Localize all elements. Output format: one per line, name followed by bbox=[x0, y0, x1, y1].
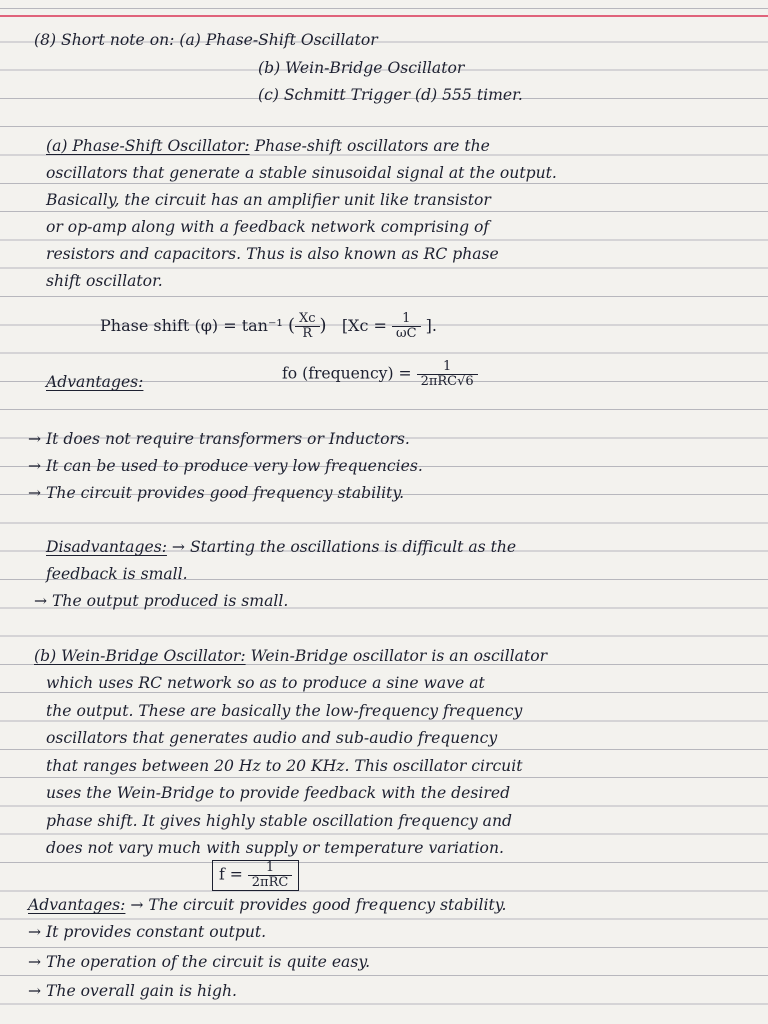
xc-formula-close: ]. bbox=[425, 316, 437, 335]
f-formula-den: 2πRC bbox=[251, 875, 289, 890]
wein-bridge-advantage-2: → It provides constant output. bbox=[28, 923, 267, 941]
phase-shift-heading: (a) Phase-Shift Oscillator: bbox=[46, 137, 250, 155]
xc-formula-den: ωC bbox=[396, 326, 417, 341]
wein-advantages-first-line bbox=[28, 895, 506, 915]
xc-formula-num: 1 bbox=[392, 312, 421, 327]
phase-formula-num: Xc bbox=[295, 312, 320, 327]
wein-bridge-text-line-1: Wein-Bridge oscillator is an oscillator bbox=[250, 647, 548, 665]
phase-shift-text-line-5: resistors and capacitors. Thus is also known as RC phase bbox=[46, 245, 499, 263]
wein-bridge-text-line-2: which uses RC network so as to produce a sine wave at bbox=[46, 674, 485, 692]
phase-shift-disadvantage-1: → Starting the oscillations is difficult as the bbox=[171, 538, 517, 556]
fo-formula-fraction bbox=[417, 360, 478, 389]
phase-shift-advantage-2: → It can be used to produce very low frequencies. bbox=[28, 457, 423, 475]
wein-bridge-advantage-3: → The operation of the circuit is quite easy. bbox=[28, 953, 371, 971]
phase-formula-fraction bbox=[295, 312, 320, 341]
phase-formula-den: R bbox=[302, 326, 313, 341]
phase-shift-text-line-2: oscillators that generate a stable sinusoidal signal at the output. bbox=[46, 164, 557, 182]
phase-shift-disadvantages-heading: Disadvantages: bbox=[46, 538, 167, 556]
phase-shift-first-line bbox=[46, 136, 490, 156]
phase-shift-text-line-3: Basically, the circuit has an amplifier unit like transistor bbox=[46, 191, 491, 209]
f-formula-label: f = bbox=[219, 865, 243, 884]
wein-bridge-advantage-4: → The overall gain is high. bbox=[28, 982, 237, 1000]
f-formula-num: 1 bbox=[248, 861, 293, 876]
wein-bridge-first-line bbox=[34, 646, 547, 666]
wein-bridge-text-line-6: uses the Wein-Bridge to provide feedback with the desired bbox=[46, 784, 511, 802]
phase-shift-disadvantage-2: → The output produced is small. bbox=[34, 592, 289, 610]
margin-line bbox=[0, 15, 768, 17]
question-line-1: (8) Short note on: (a) Phase-Shift Oscillator bbox=[34, 31, 378, 49]
xc-formula-fraction bbox=[392, 312, 421, 341]
phase-shift-advantage-1: → It does not require transformers or Inductors. bbox=[28, 430, 410, 448]
wein-bridge-text-line-8: does not vary much with supply or temperature variation. bbox=[46, 839, 504, 857]
phase-shift-text-line-6: shift oscillator. bbox=[46, 272, 163, 290]
phase-shift-disadvantage-1-cont: feedback is small. bbox=[46, 565, 188, 583]
phase-formula-label: Phase shift (φ) = tan⁻¹ bbox=[100, 316, 283, 335]
wein-bridge-formula-box bbox=[212, 860, 299, 891]
fo-formula-label: fo (frequency) = bbox=[282, 364, 412, 383]
wein-bridge-heading: (b) Wein-Bridge Oscillator: bbox=[34, 647, 246, 665]
fo-formula-num: 1 bbox=[417, 360, 478, 375]
phase-shift-text-line-4: or op-amp along with a feedback network comprising of bbox=[46, 218, 490, 236]
wein-bridge-text-line-5: that ranges between 20 Hz to 20 KHz. This oscillator circuit bbox=[46, 757, 523, 775]
phase-shift-advantage-3: → The circuit provides good frequency stability. bbox=[28, 484, 405, 502]
disadvantages-first-line bbox=[46, 537, 516, 557]
question-line-3: (c) Schmitt Trigger (d) 555 timer. bbox=[258, 86, 523, 104]
wein-bridge-text-line-3: the output. These are basically the low-frequency frequency bbox=[46, 702, 523, 720]
xc-formula-label: [Xc = bbox=[341, 316, 387, 335]
fo-formula bbox=[282, 360, 478, 389]
fo-formula-den: 2πRC√6 bbox=[420, 374, 474, 389]
wein-bridge-advantages-heading: Advantages: bbox=[28, 896, 126, 914]
wein-bridge-text-line-4: oscillators that generates audio and sub-audio frequency bbox=[46, 729, 498, 747]
wein-bridge-text-line-7: phase shift. It gives highly stable oscillation frequency and bbox=[46, 812, 512, 830]
question-line-2: (b) Wein-Bridge Oscillator bbox=[258, 59, 465, 77]
wein-bridge-advantage-1: → The circuit provides good frequency stability. bbox=[130, 896, 507, 914]
phase-shift-formula: Phase shift (φ) = tan⁻¹ ( $\frac{Xc}{R}$ ) [Xc = $\frac{1}{\omega C}$ ]. bbox=[100, 311, 437, 341]
phase-shift-text-line-1: Phase-shift oscillators are the bbox=[254, 137, 490, 155]
f-formula-fraction bbox=[248, 861, 293, 890]
phase-shift-advantages-heading: Advantages: bbox=[46, 373, 144, 391]
